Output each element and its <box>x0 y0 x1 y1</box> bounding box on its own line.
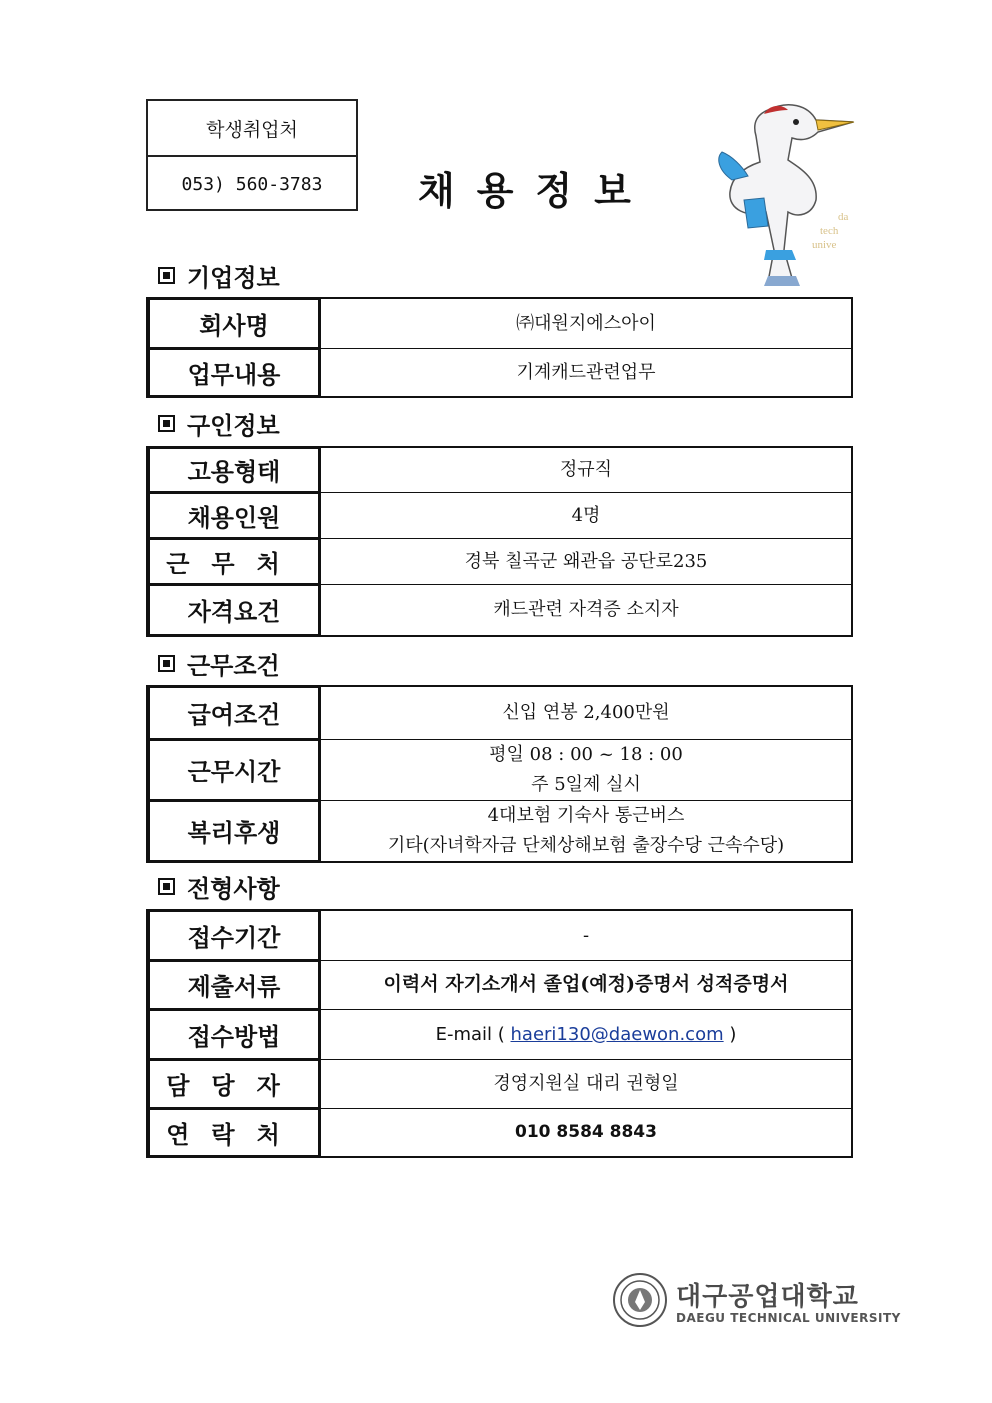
table-row <box>148 447 853 492</box>
benefits-line1: 4대보험 기숙사 통근버스 <box>487 804 685 826</box>
table-row <box>148 298 853 348</box>
square-bullet-icon <box>158 878 175 895</box>
salary-label: 급여조건 <box>148 686 321 739</box>
job-table <box>146 446 853 637</box>
work-hours-label: 근무시간 <box>148 739 321 800</box>
business-label: 업무내용 <box>148 348 321 397</box>
section-conditions-title: 근무조건 <box>187 651 280 680</box>
business-value: 기계캐드관련업무 <box>320 348 852 397</box>
company-name-label: 회사명 <box>148 298 321 348</box>
benefits-value <box>320 800 852 862</box>
university-seal-icon <box>612 1272 668 1328</box>
section-conditions-heading <box>158 646 280 681</box>
page-title: 채용정보 <box>418 169 653 213</box>
section-company-title: 기업정보 <box>187 263 280 292</box>
headcount-value: 4명 <box>320 492 852 538</box>
table-row <box>148 960 853 1009</box>
qualification-label: 자격요건 <box>148 584 321 636</box>
table-row <box>148 538 853 584</box>
section-company-heading <box>158 258 280 293</box>
table-row <box>148 584 853 636</box>
svg-text:unive: unive <box>812 239 837 251</box>
period-label: 접수기간 <box>148 910 321 960</box>
mascot-image <box>708 100 856 290</box>
benefits-label: 복리후생 <box>148 800 321 862</box>
headcount-label: 채용인원 <box>148 492 321 538</box>
qualification-value: 캐드관련 자격증 소지자 <box>320 584 852 636</box>
table-row <box>148 1009 853 1059</box>
table-row <box>148 686 853 739</box>
work-hours-value <box>320 739 852 800</box>
documents-label: 제출서류 <box>148 960 321 1009</box>
university-logo <box>612 1272 901 1328</box>
section-screening-heading <box>158 869 280 904</box>
method-prefix: E-mail ( <box>435 1023 511 1045</box>
manager-label: 담당자 <box>148 1059 321 1108</box>
section-screening-title: 전형사항 <box>187 874 280 903</box>
workplace-value: 경북 칠곡군 왜관읍 공단로235 <box>320 538 852 584</box>
contact-label: 학생취업처 <box>206 118 298 141</box>
benefits-line2: 기타(자녀학자금 단체상해보험 출장수당 근속수당) <box>387 834 785 856</box>
table-row <box>148 492 853 538</box>
table-row <box>148 348 853 397</box>
contact-row-value: 010 8584 8843 <box>320 1108 852 1157</box>
method-suffix: ) <box>723 1023 737 1045</box>
table-row <box>148 1108 853 1157</box>
svg-text:da: da <box>838 211 849 223</box>
company-name-value: ㈜대원지에스아이 <box>320 298 852 348</box>
contact-box <box>146 99 358 211</box>
contact-phone: 053) 560-3783 <box>148 155 356 211</box>
work-hours-line2: 주 5일제 실시 <box>531 773 641 795</box>
conditions-table <box>146 685 853 863</box>
table-row <box>148 1059 853 1108</box>
university-name-kr: 대구공업대학교 <box>676 1281 859 1312</box>
screening-table <box>146 909 853 1158</box>
employment-type-value: 정규직 <box>320 447 852 492</box>
table-row <box>148 800 853 862</box>
email-link[interactable]: haeri130@daewon.com <box>510 1023 724 1045</box>
table-row <box>148 739 853 800</box>
method-label: 접수방법 <box>148 1009 321 1059</box>
method-value <box>320 1009 852 1059</box>
university-name-en: DAEGU TECHNICAL UNIVERSITY <box>676 1310 901 1325</box>
workplace-label: 근무처 <box>148 538 321 584</box>
manager-value: 경영지원실 대리 권형일 <box>320 1059 852 1108</box>
section-job-heading <box>158 406 280 441</box>
documents-value: 이력서 자기소개서 졸업(예정)증명서 성적증명서 <box>320 960 852 1009</box>
salary-value: 신입 연봉 2,400만원 <box>320 686 852 739</box>
work-hours-line1: 평일 08 : 00 ~ 18 : 00 <box>489 743 683 765</box>
section-job-title: 구인정보 <box>187 411 280 440</box>
square-bullet-icon <box>158 267 175 284</box>
square-bullet-icon <box>158 655 175 672</box>
employment-type-label: 고용형태 <box>148 447 321 492</box>
svg-text:tech: tech <box>820 225 839 237</box>
table-row <box>148 910 853 960</box>
university-name <box>676 1276 901 1325</box>
square-bullet-icon <box>158 415 175 432</box>
company-table <box>146 297 853 398</box>
period-value: - <box>320 910 852 960</box>
contact-row-label: 연락처 <box>148 1108 321 1157</box>
